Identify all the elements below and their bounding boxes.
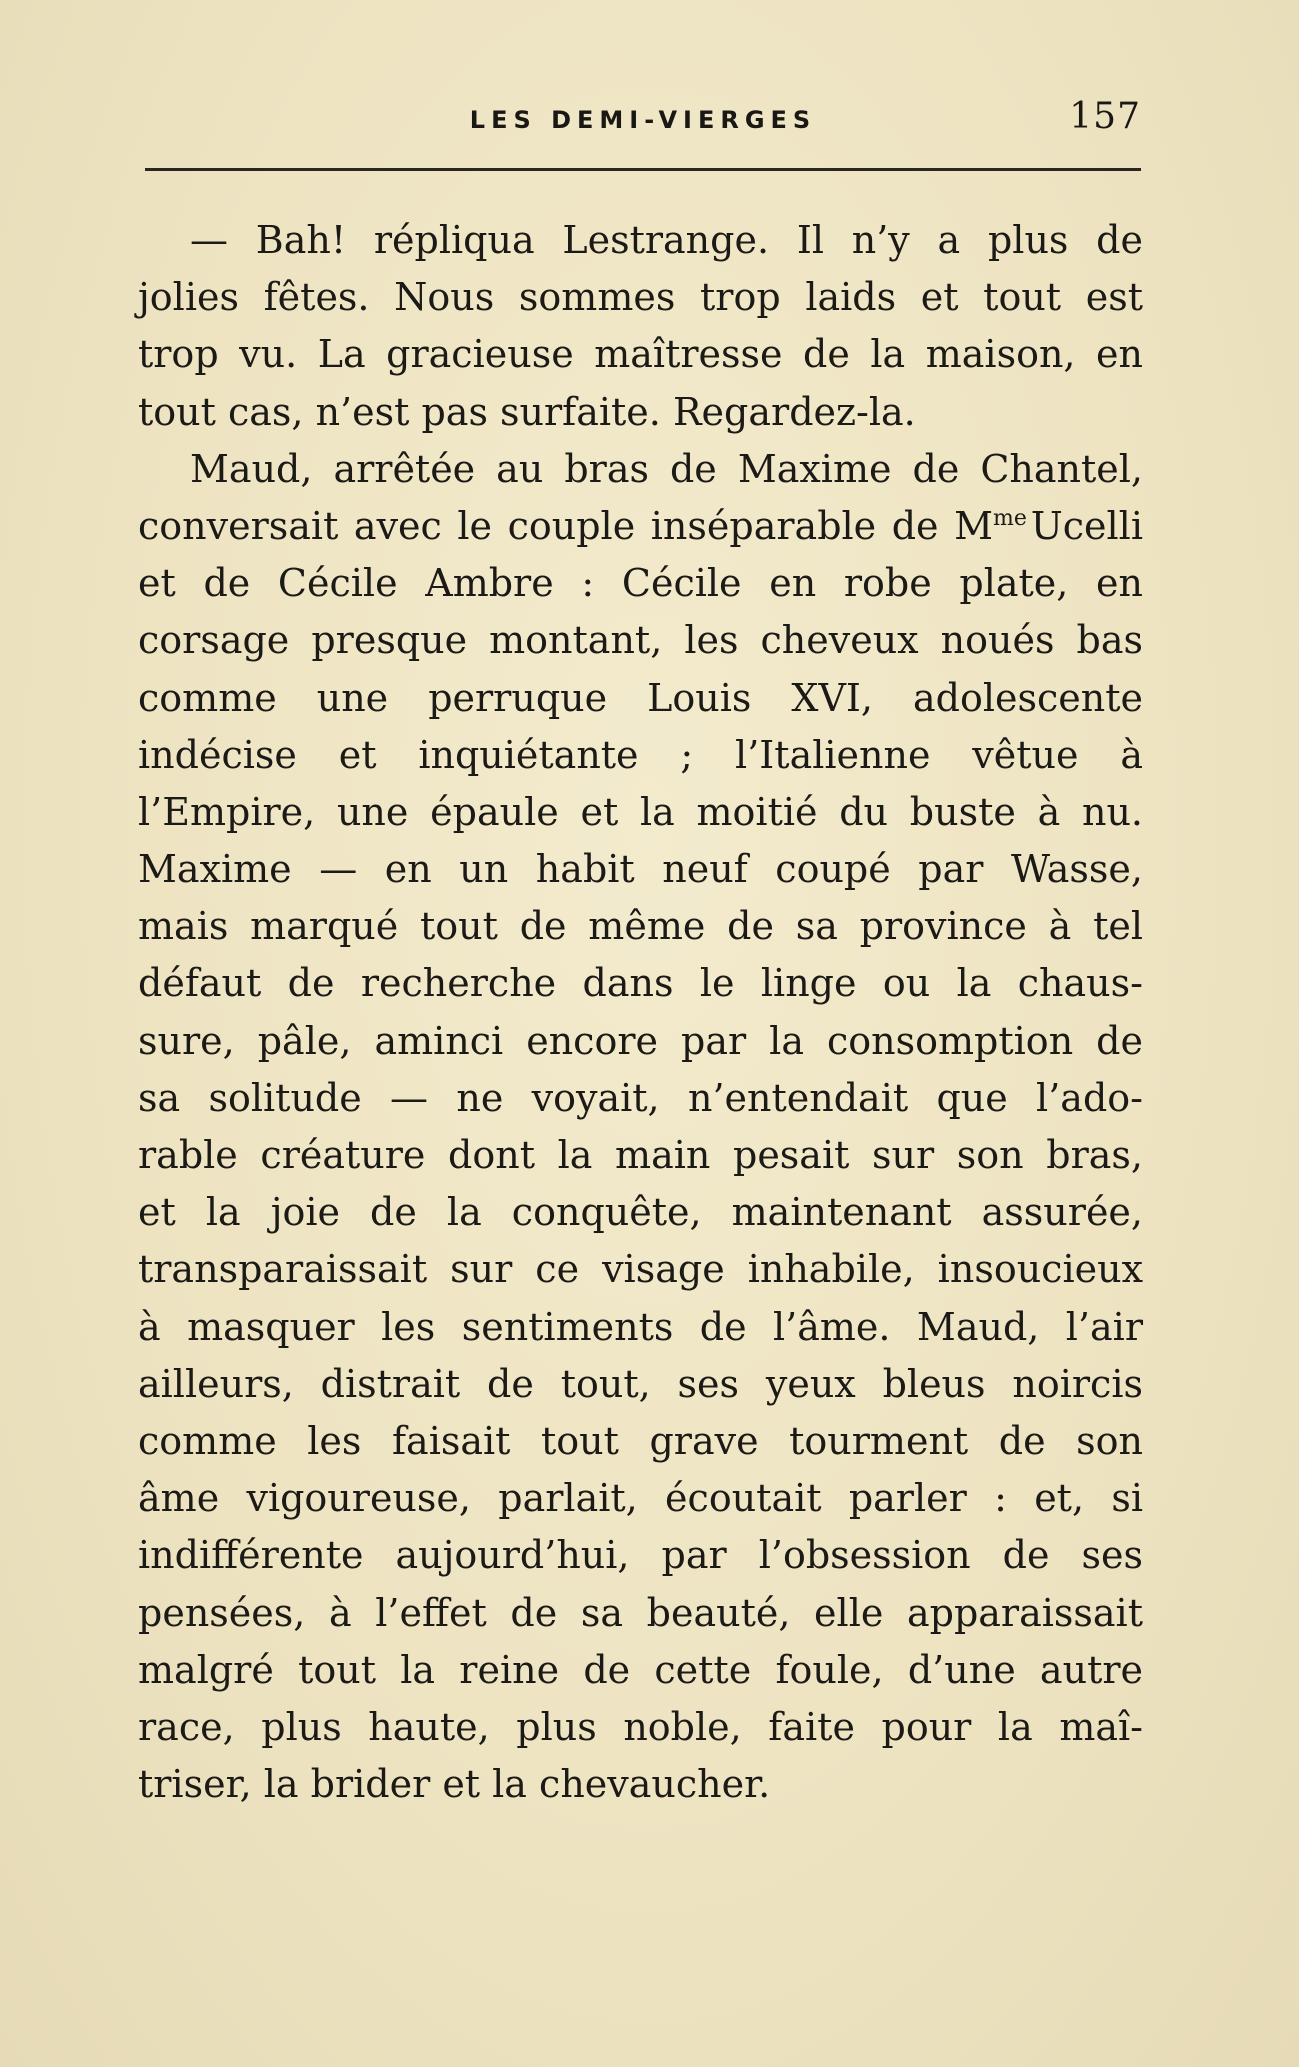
text-line: tout cas, n’est pas surfaite. Regardez-la. — [138, 389, 916, 434]
running-head — [145, 96, 1141, 150]
text-line — [138, 498, 1143, 555]
header-rule — [145, 168, 1141, 171]
text-line: Maxime — en un habit neuf coupé par Wasse, — [138, 847, 1143, 892]
text-line: Maud, arrêtée au bras de Maxime de Chantel, — [190, 446, 1143, 491]
text-line: et de Cécile Ambre : Cécile en robe plate, en — [138, 561, 1143, 606]
text-line: défaut de recherche dans le linge ou la chaus- — [138, 961, 1143, 1006]
text-line: âme vigoureuse, parlait, écoutait parler : et, si — [138, 1476, 1143, 1521]
text-line-part: conversait avec le couple inséparable de M — [138, 503, 994, 548]
superscript-abbrev: me — [993, 505, 1027, 531]
text-line: indifférente aujourd’hui, par l’obsession de ses — [138, 1533, 1143, 1578]
text-line: rable créature dont la main pesait sur son bras, — [138, 1133, 1143, 1177]
text-line: indécise et inquiétante ; l’Italienne vêtue à — [138, 732, 1143, 777]
text-line: à masquer les sentiments de l’âme. Maud, l’air — [138, 1304, 1143, 1349]
text-line: triser, la brider et la chevaucher. — [138, 1762, 771, 1807]
text-line: corsage presque montant, les cheveux noués bas — [138, 618, 1143, 663]
text-line: comme les faisait tout grave tourment de son — [138, 1418, 1143, 1463]
text-line: l’Empire, une épaule et la moitié du buste à nu. — [138, 789, 1143, 834]
text-line: race, plus haute, plus noble, faite pour la maî- — [138, 1704, 1143, 1749]
text-line: pensées, à l’effet de sa beauté, elle apparaissait — [138, 1590, 1143, 1635]
text-line: trop vu. La gracieuse maîtresse de la maison, en — [138, 332, 1143, 377]
text-line: jolies fêtes. Nous sommes trop laids et tout est — [138, 275, 1143, 320]
running-title: LES DEMI-VIERGES — [469, 106, 817, 134]
text-line: sure, pâle, aminci encore par la consomption de — [138, 1018, 1143, 1063]
text-line: mais marqué tout de même de sa province à tel — [138, 904, 1143, 949]
text-line-part: Ucelli — [1030, 503, 1143, 548]
text-line: comme une perruque Louis XVI, adolescente — [138, 675, 1143, 720]
text-line: sa solitude — ne voyait, n’entendait que l’ado- — [138, 1075, 1143, 1120]
text-line: ailleurs, distrait de tout, ses yeux bleus noircis — [138, 1361, 1143, 1406]
page-number: 157 — [1069, 96, 1141, 137]
text-line: transparaissait sur ce visage inhabile, insoucieux — [138, 1247, 1143, 1292]
text-line: malgré tout la reine de cette foule, d’une autre — [138, 1647, 1143, 1692]
text-line: et la joie de la conquête, maintenant assurée, — [138, 1190, 1143, 1235]
text-line: — Bah! répliqua Lestrange. Il n’y a plus de — [190, 218, 1143, 262]
body-text — [138, 212, 1143, 1813]
